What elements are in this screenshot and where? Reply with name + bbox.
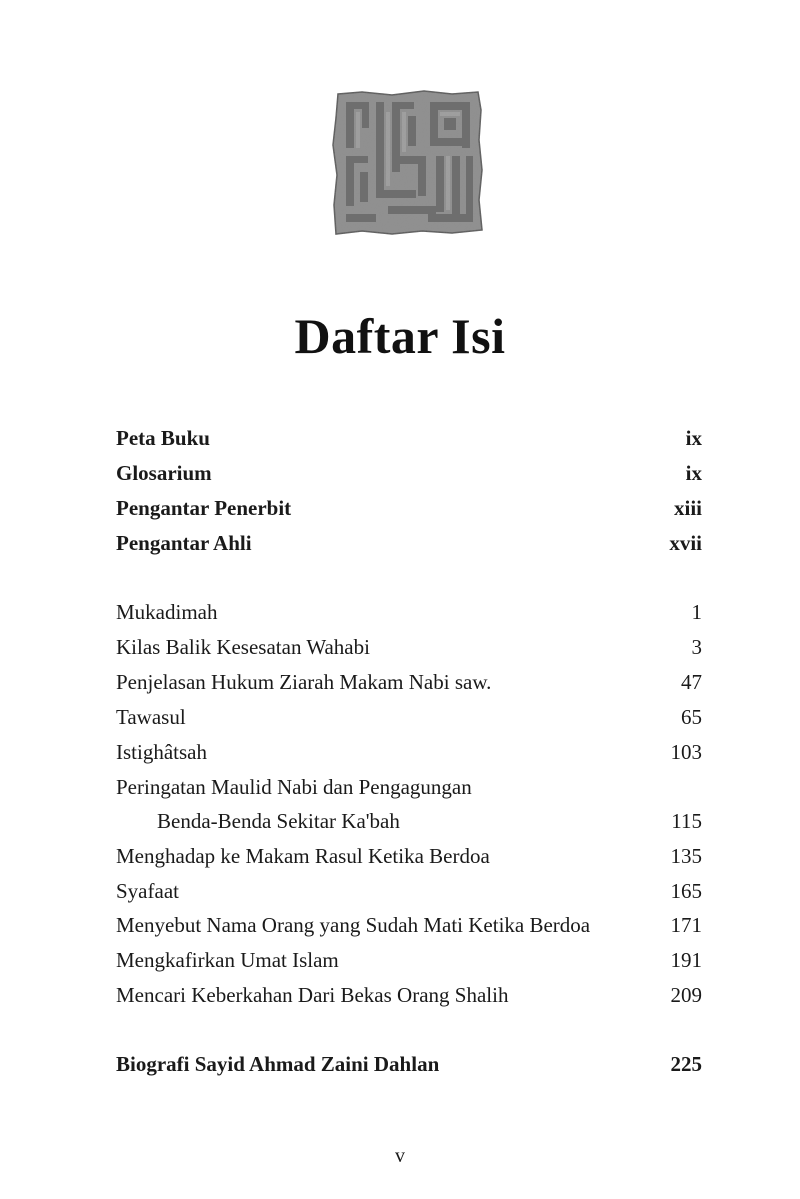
toc-entry-label: Kilas Balik Kesesatan Wahabi bbox=[116, 635, 370, 659]
toc-entry-page: xiii bbox=[673, 496, 702, 520]
toc-entry-page: 3 bbox=[691, 635, 702, 659]
toc-entry-istighatsah[interactable] bbox=[116, 737, 702, 767]
toc-entry-label: Istighâtsah bbox=[116, 740, 207, 764]
toc-entry-page: 171 bbox=[670, 913, 702, 937]
toc-entry-label: Peringatan Maulid Nabi dan Pengagungan bbox=[116, 775, 472, 799]
toc-entry-page: 65 bbox=[681, 705, 702, 729]
toc-entry-label: Glosarium bbox=[116, 461, 212, 485]
toc-entry-maulid-line1[interactable] bbox=[116, 772, 702, 802]
toc-entry-page: 165 bbox=[670, 879, 702, 903]
toc-entry-page: 47 bbox=[681, 670, 702, 694]
toc-entry-pengantar-penerbit[interactable] bbox=[116, 493, 702, 523]
toc-entry-biografi[interactable] bbox=[116, 1049, 702, 1079]
toc-entry-tawasul[interactable] bbox=[116, 702, 702, 732]
toc-entry-label: Syafaat bbox=[116, 879, 179, 903]
toc-entry-page: 1 bbox=[691, 600, 702, 624]
toc-entry-pengantar-ahli[interactable] bbox=[116, 528, 702, 558]
page-title: Daftar Isi bbox=[294, 307, 506, 364]
toc-entry-mengkafirkan[interactable] bbox=[116, 945, 702, 975]
toc-entry-peta-buku[interactable] bbox=[116, 423, 702, 453]
toc-entry-ziarah[interactable] bbox=[116, 667, 702, 697]
page-number: v bbox=[395, 1145, 405, 1167]
toc-entry-page: xvii bbox=[669, 531, 702, 555]
toc-entry-label: Tawasul bbox=[116, 705, 186, 729]
toc-entry-label: Pengantar Penerbit bbox=[116, 496, 292, 520]
toc-entry-page: 103 bbox=[670, 740, 702, 764]
toc-entry-page: ix bbox=[685, 461, 702, 485]
toc-entry-syafaat[interactable] bbox=[116, 876, 702, 906]
toc-entry-mukadimah[interactable] bbox=[116, 597, 702, 627]
toc-entry-kilas-balik[interactable] bbox=[116, 632, 702, 662]
toc-entry-maulid-line2[interactable] bbox=[116, 806, 702, 836]
toc-entry-label: Biografi Sayid Ahmad Zaini Dahlan bbox=[116, 1052, 440, 1076]
toc-entry-label: Peta Buku bbox=[116, 426, 210, 450]
toc-entry-label: Penjelasan Hukum Ziarah Makam Nabi saw. bbox=[116, 670, 492, 694]
toc-entry-page: 191 bbox=[670, 948, 702, 972]
toc-entry-page: 209 bbox=[670, 983, 702, 1007]
toc-entry-label: Menyebut Nama Orang yang Sudah Mati Ketika Berdoa bbox=[116, 913, 591, 937]
toc-entry-menghadap[interactable] bbox=[116, 841, 702, 871]
toc-entry-page: 115 bbox=[671, 809, 702, 833]
toc-entry-label: Mukadimah bbox=[116, 600, 218, 624]
toc-entry-page: 225 bbox=[670, 1052, 702, 1076]
toc-entry-label: Pengantar Ahli bbox=[116, 531, 252, 555]
toc-entry-glosarium[interactable] bbox=[116, 458, 702, 488]
toc-entry-page: ix bbox=[685, 426, 702, 450]
toc-entry-label: Mencari Keberkahan Dari Bekas Orang Shalih bbox=[116, 983, 509, 1007]
toc-entry-keberkahan[interactable] bbox=[116, 980, 702, 1010]
toc-entry-label: Benda-Benda Sekitar Ka'bah bbox=[157, 809, 400, 833]
toc-entry-label: Mengkafirkan Umat Islam bbox=[116, 948, 339, 972]
kufic-calligraphy-square-icon bbox=[332, 90, 484, 236]
toc-entry-label: Menghadap ke Makam Rasul Ketika Berdoa bbox=[116, 844, 490, 868]
toc-entry-page: 135 bbox=[670, 844, 702, 868]
toc-entry-menyebut-nama[interactable] bbox=[116, 910, 702, 940]
